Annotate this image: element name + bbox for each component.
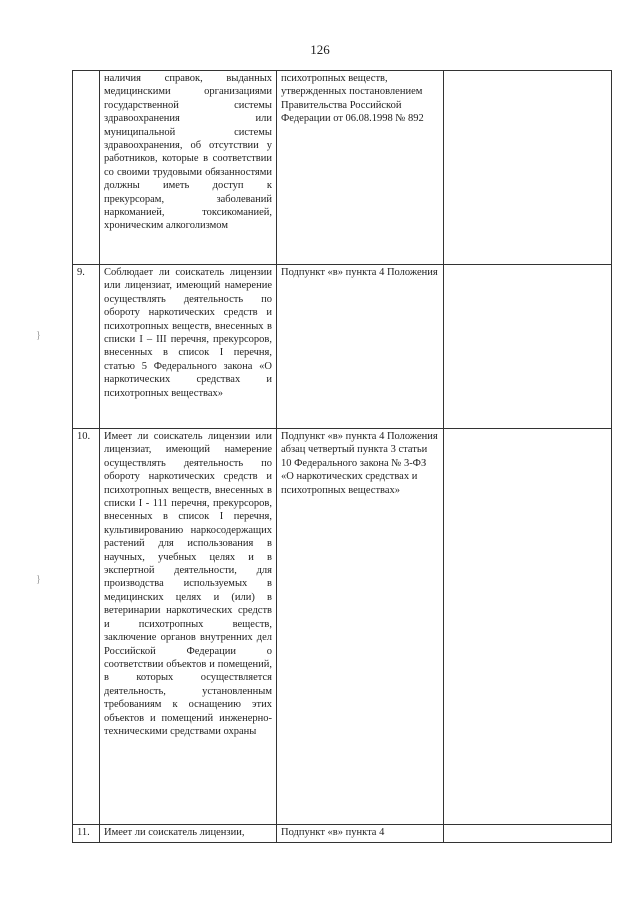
row-number: 10. [73,429,100,825]
question-cell: Имеет ли соискатель лицензии или лицензиат, имеющий намерение осуществлять деятельность по обороту наркотических средств и психотропных веществ, внесенных в списки I - 111 перечня, прекурсоров, внесенных в список I перечня, культивированию наркосодержащих растений для использования в научных, учебных целях и в экспертной деятельности, для производства используемых в медицинских целях и (или) в ветеринарии наркотических средств и психотропных веществ, заключение органов внутренних дел Российской Федерации о соответствии объектов и помещений, в которых осуществляется деятельность, установленным требованиям к оснащению этих объектов и помещений инженерно- техническими средствами охраны [100,429,277,825]
margin-mark: } [36,330,41,341]
note-cell [444,71,612,265]
table-row [73,265,612,429]
reference-cell: Подпункт «в» пункта 4 Положения абзац четвертый пункта 3 статьи 10 Федерального закона № 3-ФЗ «О наркотических средствах и психотропных веществах» [277,429,444,825]
page-number: 126 [310,42,330,57]
reference-cell: психотропных веществ, утвержденных постановлением Правительства Российской Федерации от 06.08.1998 № 892 [277,71,444,265]
note-cell [444,265,612,429]
margin-mark: } [36,574,41,585]
question-cell: Имеет ли соискатель лицензии, [100,825,277,843]
note-cell [444,429,612,825]
question-cell: наличия справок, выданных медицинскими организациями государственной системы здравоохранения или муниципальной системы здравоохранения, об отсутствии у работников, которые в соответствии со своими трудовыми обязанностями должны иметь доступ к прекурсорам, заболеваний наркоманией, токсикоманией, хроническим алкоголизмом [100,71,277,265]
row-number [73,71,100,265]
table-row [73,71,612,265]
reference-cell: Подпункт «в» пункта 4 [277,825,444,843]
row-number: 11. [73,825,100,843]
table-row [73,825,612,843]
row-number: 9. [73,265,100,429]
reference-cell: Подпункт «в» пункта 4 Положения [277,265,444,429]
table-row [73,429,612,825]
question-cell: Соблюдает ли соискатель лицензии или лицензиат, имеющий намерение осуществлять деятельность по обороту наркотических средств и психотропных веществ, внесенных в списки I – III перечня, прекурсоров, внесенных в список I перечня, статью 5 Федерального закона «О наркотических средствах и психотропных веществах» [100,265,277,429]
note-cell [444,825,612,843]
requirements-table [72,70,612,843]
